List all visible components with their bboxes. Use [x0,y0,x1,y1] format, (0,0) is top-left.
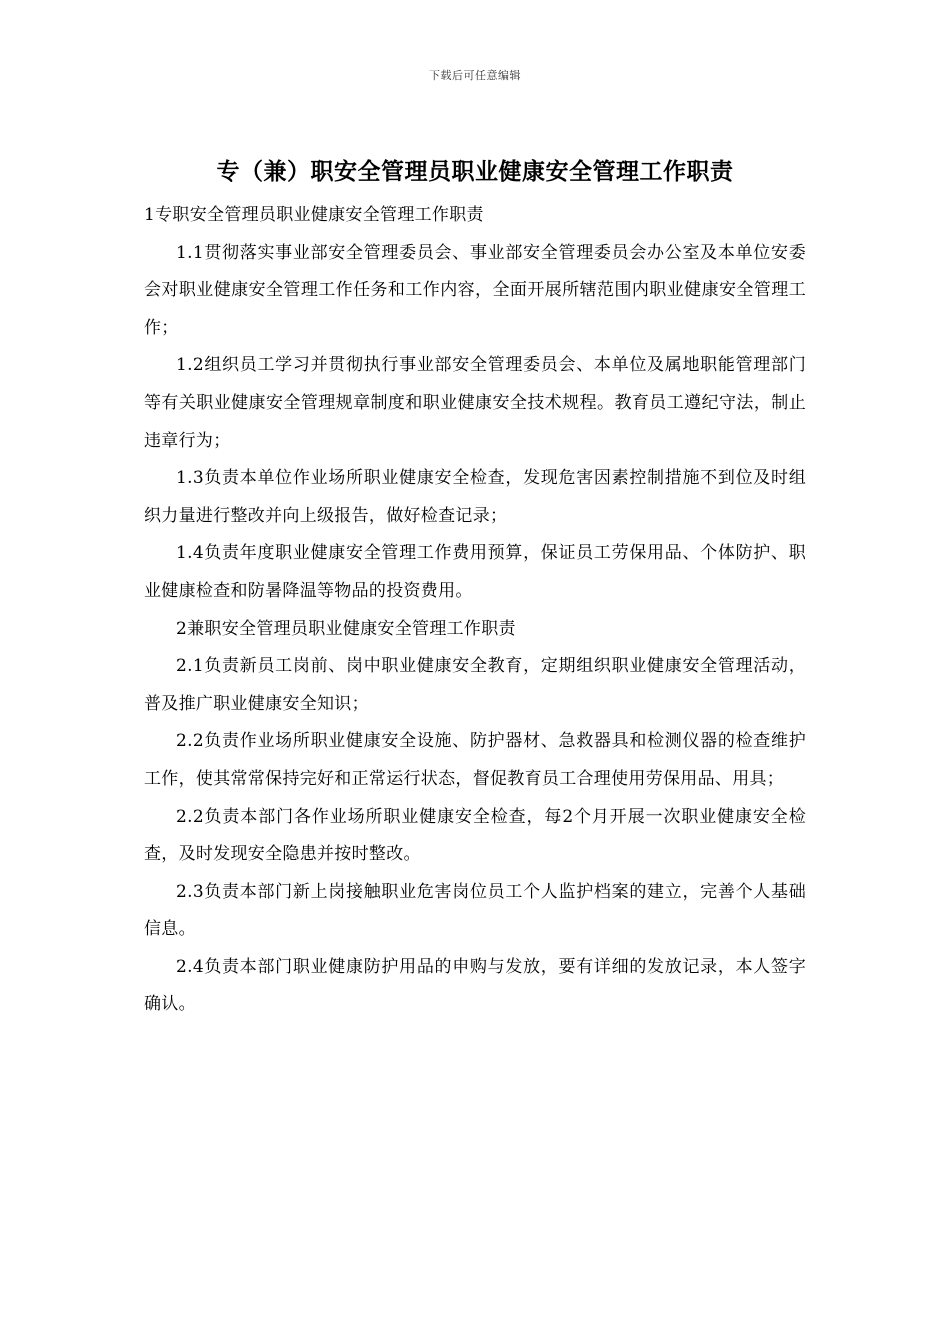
paragraph-1: 1专职安全管理员职业健康安全管理工作职责 [144,205,484,225]
paragraph-2-3: 2.3负责本部门新上岗接触职业危害岗位员工个人监护档案的建立，完善个人基础信息。 [144,881,806,940]
paragraph-1-2: 1.2组织员工学习并贯彻执行事业部安全管理委员会、本单位及属地职能管理部门等有关职业健康安全管理规章制度和职业健康安全技术规程。教育员工遵纪守法，制止违章行为； [144,355,806,451]
paragraph-2-2b: 2.2负责本部门各作业场所职业健康安全检查，每2个月开展一次职业健康安全检查，及时发现安全隐患并按时整改。 [144,806,806,865]
paragraph-1-3: 1.3负责本单位作业场所职业健康安全检查，发现危害因素控制措施不到位及时组织力量进行整改并向上级报告，做好检查记录； [144,468,806,526]
paragraph-1-4: 1.4负责年度职业健康安全管理工作费用预算，保证员工劳保用品、个体防护、职业健康检查和防暑降温等物品的投资费用。 [144,543,806,601]
header-note: 下载后可任意编辑 [429,69,521,82]
paragraph-2-1: 2.1负责新员工岗前、岗中职业健康安全教育，定期组织职业健康安全管理活动，普及推广职业健康安全知识； [144,656,806,714]
paragraph-2-4: 2.4负责本部门职业健康防护用品的申购与发放，要有详细的发放记录，本人签字确认。 [144,956,806,1015]
document-title: 专（兼）职安全管理员职业健康安全管理工作职责 [216,158,734,185]
paragraph-1-1: 1.1贯彻落实事业部安全管理委员会、事业部安全管理委员会办公室及本单位安委会对职业健康安全管理工作任务和工作内容，全面开展所辖范围内职业健康安全管理工作； [144,242,806,338]
document-body [144,197,806,1024]
paragraph-2-2a: 2.2负责作业场所职业健康安全设施、防护器材、急救器具和检测仪器的检查维护工作，使其常常保持完好和正常运行状态，督促教育员工合理使用劳保用品、用具； [144,731,806,789]
paragraph-2: 2兼职安全管理员职业健康安全管理工作职责 [176,618,516,639]
